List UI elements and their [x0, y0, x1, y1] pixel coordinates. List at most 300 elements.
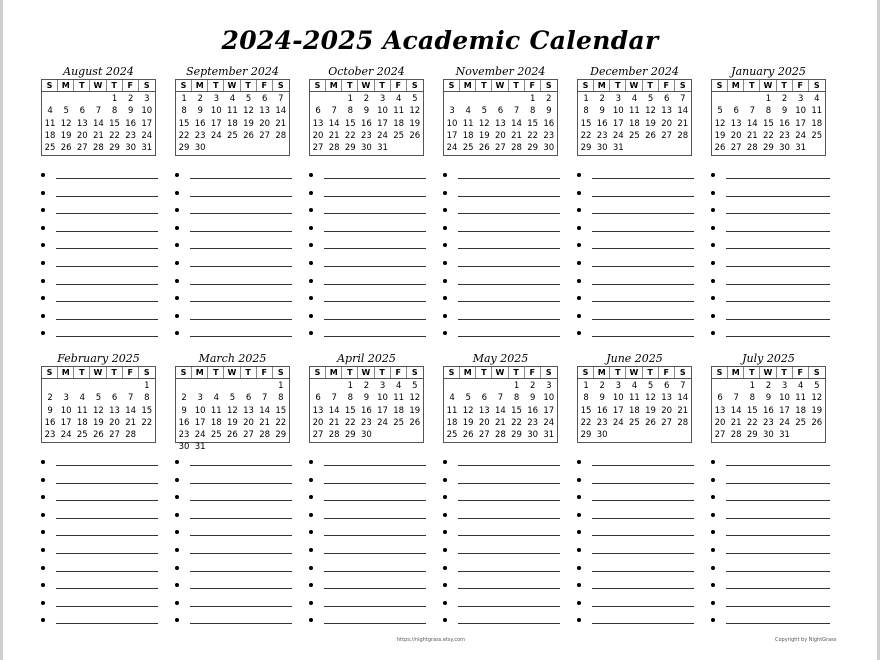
- note-line[interactable]: [309, 524, 426, 542]
- day-cell: 9: [363, 106, 370, 117]
- note-line[interactable]: [577, 612, 694, 630]
- writing-line: [190, 483, 292, 484]
- day-cell: 16: [44, 417, 56, 428]
- weekday-label: M: [594, 367, 610, 378]
- bullet-icon: [175, 530, 179, 534]
- note-line[interactable]: [577, 489, 694, 507]
- month-name: May 2025: [472, 352, 529, 365]
- note-line[interactable]: [175, 325, 292, 343]
- weekday-header: [176, 367, 289, 379]
- note-line[interactable]: [711, 325, 830, 343]
- day-cell: 30: [194, 143, 206, 154]
- day-cell: 11: [811, 106, 823, 117]
- month-grid: [711, 366, 826, 443]
- day-cell: 15: [746, 405, 758, 416]
- bullet-icon: [577, 226, 581, 230]
- note-line[interactable]: [577, 220, 694, 238]
- note-line[interactable]: [41, 560, 158, 578]
- day-cell: 25: [44, 143, 56, 154]
- note-line[interactable]: [41, 220, 158, 238]
- day-cell: [492, 93, 508, 105]
- day-cell: 9: [599, 393, 605, 404]
- note-line[interactable]: [577, 507, 694, 525]
- note-line[interactable]: [41, 542, 158, 560]
- week-row: [578, 105, 691, 117]
- note-line[interactable]: [41, 472, 158, 490]
- notes-list: [443, 167, 560, 343]
- note-line[interactable]: [443, 524, 560, 542]
- note-line[interactable]: [443, 577, 560, 595]
- day-cell: 14: [328, 405, 340, 416]
- note-line[interactable]: [443, 202, 560, 220]
- day-cell: 11: [462, 118, 474, 129]
- note-line[interactable]: [711, 542, 830, 560]
- day-cell: 26: [462, 430, 474, 441]
- month-grid: [443, 79, 558, 156]
- day-cell: 16: [361, 118, 372, 129]
- note-line[interactable]: [711, 524, 830, 542]
- note-line[interactable]: [577, 454, 694, 472]
- writing-line: [592, 571, 694, 572]
- writing-line: [324, 465, 426, 466]
- day-cell: 14: [511, 118, 522, 129]
- note-line[interactable]: [443, 489, 560, 507]
- bullet-icon: [41, 173, 45, 177]
- writing-line: [190, 196, 292, 197]
- writing-line: [190, 319, 292, 320]
- notes-list: [175, 167, 292, 343]
- note-line[interactable]: [577, 167, 694, 185]
- bullet-icon: [309, 279, 313, 283]
- weekday-label: M: [728, 367, 744, 378]
- day-cell: 7: [331, 393, 337, 404]
- day-cell: [310, 380, 326, 392]
- day-cell: 4: [631, 381, 638, 391]
- note-line[interactable]: [175, 202, 292, 220]
- day-cell: 28: [93, 143, 104, 154]
- day-cell: 18: [811, 118, 823, 129]
- day-cell: 5: [481, 106, 488, 117]
- day-cell: 10: [779, 393, 790, 404]
- day-cell: 17: [141, 118, 153, 129]
- day-cell: 11: [393, 106, 405, 117]
- note-line[interactable]: [309, 489, 426, 507]
- note-line[interactable]: [577, 325, 694, 343]
- day-cell: 22: [178, 130, 190, 141]
- note-line[interactable]: [175, 595, 292, 613]
- note-line[interactable]: [443, 542, 560, 560]
- note-line[interactable]: [443, 325, 560, 343]
- note-line[interactable]: [175, 507, 292, 525]
- note-line[interactable]: [711, 472, 830, 490]
- note-line[interactable]: [41, 273, 158, 291]
- note-line[interactable]: [175, 290, 292, 308]
- note-line[interactable]: [577, 308, 694, 326]
- writing-line: [324, 623, 426, 624]
- weekday-label: T: [208, 80, 224, 91]
- note-line[interactable]: [41, 612, 158, 630]
- day-cell: 22: [109, 130, 120, 141]
- note-line[interactable]: [309, 507, 426, 525]
- bullet-icon: [41, 618, 45, 622]
- day-cell: 2: [599, 94, 605, 104]
- bullet-icon: [41, 566, 45, 570]
- day-cell: 9: [127, 106, 134, 117]
- note-line[interactable]: [711, 220, 830, 238]
- note-line[interactable]: [309, 185, 426, 203]
- month-grid: [175, 366, 290, 453]
- month-name: December 2024: [590, 65, 679, 78]
- day-cell: [460, 93, 476, 105]
- bullet-icon: [309, 314, 313, 318]
- note-line[interactable]: [443, 167, 560, 185]
- writing-line: [190, 623, 292, 624]
- note-line[interactable]: [443, 255, 560, 273]
- day-cell: 3: [449, 106, 455, 117]
- week-row: [176, 118, 289, 130]
- day-cell: 26: [243, 130, 254, 141]
- day-cell: 11: [629, 393, 640, 404]
- day-cell: 26: [645, 417, 656, 428]
- note-line[interactable]: [309, 595, 426, 613]
- day-cell: 26: [60, 143, 72, 154]
- note-line[interactable]: [175, 220, 292, 238]
- writing-line: [56, 336, 158, 337]
- note-line[interactable]: [41, 325, 158, 343]
- note-line[interactable]: [711, 273, 830, 291]
- week-row: [310, 392, 423, 404]
- note-line[interactable]: [577, 185, 694, 203]
- month-name: July 2025: [742, 352, 795, 365]
- day-cell: 30: [527, 430, 539, 441]
- day-cell: 14: [125, 405, 137, 416]
- bullet-icon: [443, 530, 447, 534]
- days-grid: [176, 379, 289, 453]
- note-line[interactable]: [309, 290, 426, 308]
- note-line[interactable]: [309, 167, 426, 185]
- note-line[interactable]: [175, 255, 292, 273]
- note-line[interactable]: [577, 273, 694, 291]
- note-line[interactable]: [577, 560, 694, 578]
- note-line[interactable]: [41, 255, 158, 273]
- note-line[interactable]: [175, 185, 292, 203]
- note-line[interactable]: [711, 489, 830, 507]
- bullet-icon: [577, 478, 581, 482]
- note-line[interactable]: [41, 185, 158, 203]
- note-line[interactable]: [711, 167, 830, 185]
- note-line[interactable]: [309, 612, 426, 630]
- day-cell: 30: [596, 143, 608, 154]
- bullet-icon: [309, 548, 313, 552]
- note-line[interactable]: [41, 237, 158, 255]
- bullet-icon: [175, 173, 179, 177]
- note-line[interactable]: [711, 185, 830, 203]
- note-line[interactable]: [443, 507, 560, 525]
- day-cell: 3: [144, 94, 150, 104]
- note-line[interactable]: [443, 595, 560, 613]
- month-grid: [577, 79, 692, 156]
- day-cell: 9: [47, 405, 53, 416]
- writing-line: [458, 213, 560, 214]
- bullet-icon: [443, 173, 447, 177]
- day-cell: 1: [583, 381, 589, 391]
- day-cell: [90, 380, 106, 392]
- day-cell: 15: [141, 405, 153, 416]
- note-line[interactable]: [577, 542, 694, 560]
- writing-line: [324, 248, 426, 249]
- note-line[interactable]: [577, 472, 694, 490]
- bullet-icon: [309, 226, 313, 230]
- note-line[interactable]: [443, 308, 560, 326]
- note-line[interactable]: [309, 560, 426, 578]
- note-line[interactable]: [175, 489, 292, 507]
- day-cell: 28: [511, 143, 522, 154]
- day-cell: [476, 380, 492, 392]
- note-line[interactable]: [577, 290, 694, 308]
- day-cell: 28: [730, 430, 742, 441]
- day-cell: 27: [243, 430, 254, 441]
- note-line[interactable]: [309, 202, 426, 220]
- note-line[interactable]: [175, 308, 292, 326]
- note-line[interactable]: [577, 577, 694, 595]
- day-cell: 26: [93, 430, 104, 441]
- day-cell: 27: [661, 130, 673, 141]
- note-line[interactable]: [41, 167, 158, 185]
- week-row: [712, 118, 825, 130]
- day-cell: 23: [763, 417, 774, 428]
- day-cell: 25: [210, 430, 222, 441]
- day-cell: 9: [197, 106, 203, 117]
- day-cell: 22: [275, 417, 287, 428]
- note-line[interactable]: [711, 560, 830, 578]
- note-line[interactable]: [309, 454, 426, 472]
- day-cell: 13: [259, 106, 271, 117]
- note-line[interactable]: [443, 290, 560, 308]
- day-cell: 25: [446, 430, 458, 441]
- note-line[interactable]: [711, 290, 830, 308]
- day-cell: 2: [127, 94, 134, 104]
- writing-line: [190, 284, 292, 285]
- weekday-label: W: [358, 80, 374, 91]
- week-row: [42, 417, 155, 429]
- weekday-label: M: [58, 80, 74, 91]
- day-cell: [58, 93, 74, 105]
- weekday-label: T: [107, 367, 123, 378]
- notes-list: [41, 454, 158, 630]
- weekday-label: T: [643, 367, 659, 378]
- note-line[interactable]: [711, 454, 830, 472]
- writing-line: [726, 518, 830, 519]
- day-cell: 20: [478, 417, 490, 428]
- day-cell: 20: [109, 417, 120, 428]
- bullet-icon: [577, 208, 581, 212]
- day-cell: [139, 429, 155, 441]
- weekday-label: S: [679, 81, 686, 90]
- day-cell: 26: [478, 143, 490, 154]
- day-cell: 24: [795, 130, 807, 141]
- weekday-label: W: [358, 367, 374, 378]
- note-line[interactable]: [175, 273, 292, 291]
- day-cell: [326, 93, 342, 105]
- note-line[interactable]: [309, 237, 426, 255]
- day-cell: 8: [583, 106, 589, 117]
- day-cell: 6: [497, 106, 504, 117]
- day-cell: 3: [213, 94, 220, 104]
- note-line[interactable]: [175, 577, 292, 595]
- day-cell: 21: [328, 130, 340, 141]
- note-line[interactable]: [443, 220, 560, 238]
- day-cell: [42, 380, 58, 392]
- writing-line: [592, 178, 694, 179]
- day-cell: 5: [717, 106, 723, 117]
- note-line[interactable]: [175, 167, 292, 185]
- day-cell: 1: [583, 94, 589, 104]
- day-cell: 24: [377, 417, 388, 428]
- day-cell: 27: [714, 430, 726, 441]
- bullet-icon: [711, 243, 715, 247]
- week-row: [444, 118, 557, 130]
- note-line[interactable]: [577, 595, 694, 613]
- writing-line: [458, 535, 560, 536]
- day-cell: 7: [680, 381, 686, 391]
- bullet-icon: [711, 208, 715, 212]
- week-row: [712, 142, 825, 154]
- bullet-icon: [175, 566, 179, 570]
- note-line[interactable]: [711, 612, 830, 630]
- writing-line: [458, 483, 560, 484]
- note-line[interactable]: [41, 454, 158, 472]
- note-line[interactable]: [175, 472, 292, 490]
- month-name: September 2024: [186, 65, 279, 78]
- day-cell: 22: [527, 130, 539, 141]
- writing-line: [726, 588, 830, 589]
- day-cell: 25: [227, 130, 238, 141]
- week-row: [578, 417, 691, 429]
- note-line[interactable]: [309, 542, 426, 560]
- day-cell: 6: [111, 393, 118, 404]
- writing-line: [592, 606, 694, 607]
- notes-list: [309, 167, 426, 343]
- note-line[interactable]: [443, 237, 560, 255]
- day-cell: 22: [746, 417, 758, 428]
- note-line[interactable]: [711, 308, 830, 326]
- note-line[interactable]: [443, 185, 560, 203]
- note-line[interactable]: [175, 454, 292, 472]
- bullet-icon: [443, 191, 447, 195]
- note-line[interactable]: [41, 489, 158, 507]
- day-cell: 19: [93, 417, 104, 428]
- note-line[interactable]: [309, 472, 426, 490]
- writing-line: [56, 319, 158, 320]
- day-cell: 26: [409, 130, 421, 141]
- writing-line: [726, 301, 830, 302]
- note-line[interactable]: [309, 577, 426, 595]
- note-line[interactable]: [175, 612, 292, 630]
- note-line[interactable]: [711, 507, 830, 525]
- note-line[interactable]: [41, 202, 158, 220]
- day-cell: 6: [481, 393, 488, 404]
- week-row: [712, 93, 825, 105]
- day-cell: 6: [315, 393, 321, 404]
- bullet-icon: [41, 495, 45, 499]
- note-line[interactable]: [577, 255, 694, 273]
- weekday-label: T: [610, 367, 626, 378]
- note-line[interactable]: [309, 273, 426, 291]
- day-cell: 14: [677, 393, 689, 404]
- day-cell: 16: [779, 118, 790, 129]
- note-line[interactable]: [41, 507, 158, 525]
- day-cell: 13: [495, 118, 506, 129]
- note-line[interactable]: [443, 472, 560, 490]
- day-cell: 18: [76, 417, 88, 428]
- writing-line: [190, 248, 292, 249]
- note-line[interactable]: [41, 290, 158, 308]
- note-line[interactable]: [711, 577, 830, 595]
- note-line[interactable]: [41, 524, 158, 542]
- writing-line: [56, 248, 158, 249]
- weekday-label: S: [813, 81, 820, 90]
- note-line[interactable]: [577, 237, 694, 255]
- week-row: [42, 142, 155, 154]
- note-line[interactable]: [41, 595, 158, 613]
- note-line[interactable]: [711, 202, 830, 220]
- days-grid: [42, 92, 155, 155]
- writing-line: [56, 465, 158, 466]
- note-line[interactable]: [577, 524, 694, 542]
- day-cell: 5: [465, 393, 471, 404]
- note-line[interactable]: [711, 255, 830, 273]
- day-cell: 4: [47, 106, 53, 117]
- note-line[interactable]: [175, 237, 292, 255]
- day-cell: [391, 429, 407, 441]
- note-line[interactable]: [41, 577, 158, 595]
- day-cell: 31: [612, 143, 624, 154]
- day-cell: 12: [60, 118, 72, 129]
- note-line[interactable]: [443, 612, 560, 630]
- note-line[interactable]: [443, 560, 560, 578]
- note-line[interactable]: [175, 560, 292, 578]
- note-line[interactable]: [175, 524, 292, 542]
- day-cell: 21: [275, 118, 287, 129]
- writing-line: [592, 213, 694, 214]
- note-line[interactable]: [309, 255, 426, 273]
- day-cell: 20: [661, 405, 673, 416]
- note-line[interactable]: [309, 325, 426, 343]
- bullet-icon: [443, 208, 447, 212]
- weekday-label: T: [509, 80, 525, 91]
- writing-line: [726, 483, 830, 484]
- note-line[interactable]: [443, 454, 560, 472]
- week-row: [444, 417, 557, 429]
- days-grid: [444, 379, 557, 442]
- week-row: [176, 93, 289, 105]
- note-line[interactable]: [443, 273, 560, 291]
- note-line[interactable]: [175, 542, 292, 560]
- day-cell: [675, 142, 691, 154]
- week-row: [176, 142, 289, 154]
- note-line[interactable]: [309, 308, 426, 326]
- writing-line: [190, 553, 292, 554]
- day-cell: 21: [328, 417, 340, 428]
- note-line[interactable]: [41, 308, 158, 326]
- writing-line: [190, 588, 292, 589]
- writing-line: [190, 606, 292, 607]
- note-line[interactable]: [711, 237, 830, 255]
- note-line[interactable]: [711, 595, 830, 613]
- note-line[interactable]: [577, 202, 694, 220]
- day-cell: 29: [580, 430, 592, 441]
- note-line[interactable]: [309, 220, 426, 238]
